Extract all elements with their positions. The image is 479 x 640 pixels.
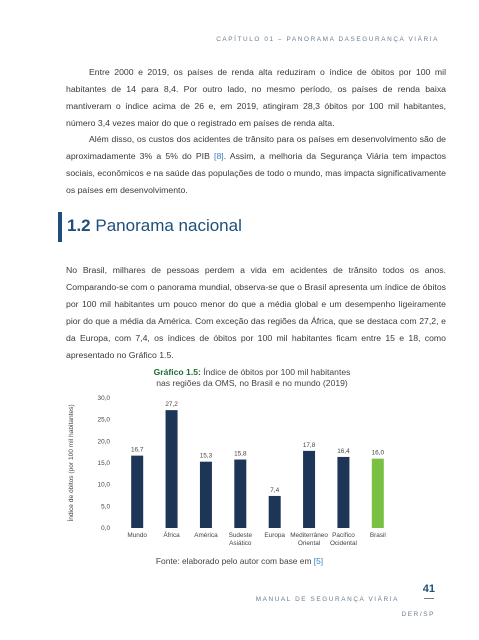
paragraph-2-text-a: Além disso, os custos dos acidentes de trânsito para os países em desenvolvimento são de aproximadamente 3% a 5% do PIB <box>66 134 446 161</box>
chart-title-text: Índice de óbitos por 100 mil habitantes <box>200 367 351 377</box>
chart-source <box>0 556 479 566</box>
chart-title-lead: Gráfico 1.5: <box>153 367 201 377</box>
footer-divider <box>424 598 434 599</box>
x-tick-label: África <box>163 532 180 539</box>
x-tick-label: Oriental <box>297 540 321 547</box>
x-tick-label: Pacífico <box>332 532 355 539</box>
section-number: 1.2 <box>67 216 91 235</box>
y-tick-label: 20,0 <box>97 438 110 446</box>
bar-6 <box>337 457 349 528</box>
paragraph-1: Entre 2000 e 2019, os países de renda alta reduziram o índice de óbitos por 100 mil habitantes de 14 para 8,4. Por outro lado, no mesmo período, os países de renda baixa mantiveram o índice acima de 26 e, em 2019, atingiram 28,3 óbitos por 100 mil habitantes, número 3,4 vezes maior do que o registrado em países de renda alta. <box>66 67 446 128</box>
bar-5 <box>303 451 315 528</box>
y-tick-label: 5,0 <box>101 503 110 511</box>
x-tick-label: Ocidental <box>329 540 357 547</box>
footer-manual-title: MANUAL DE SEGURANÇA VIÁRIA <box>255 596 399 603</box>
bar-1 <box>166 410 178 528</box>
x-tick-label: América <box>194 532 218 539</box>
paragraph-3: No Brasil, milhares de pessoas perdem a vida em acidentes de trânsito todos os anos. Comparando-se com o panorama mundial, observa-se que o Brasil apresenta um índice de óbitos por 100 mil habitantes um pouco menor do que a média global e um desempenho ligeiramente pior do que a média da América. Com exceção das regiões da África, que se destaca com 27,2, e da Europa, com 7,4, os índices de óbitos por 100 mil habitantes ficam entre 15 e 18, como apresentado no Gráfico 1.5. <box>66 265 446 360</box>
bar-value-label: 15,8 <box>234 450 247 458</box>
bar-value-label: 16,0 <box>371 449 385 457</box>
bar-value-label: 7,4 <box>270 486 280 494</box>
bar-value-label: 15,3 <box>199 452 213 460</box>
y-tick-label: 25,0 <box>97 416 110 424</box>
y-tick-label: 15,0 <box>97 460 110 467</box>
y-tick-label: 30,0 <box>97 395 110 402</box>
chart-title-line-2: nas regiões da OMS, no Brasil e no mundo (2019) <box>156 378 348 388</box>
y-tick-label: 10,0 <box>97 481 110 489</box>
section-name: Panorama nacional <box>95 216 242 235</box>
x-tick-label: Sudeste <box>228 532 253 539</box>
bar-7 <box>372 459 384 528</box>
x-tick-label: Mundo <box>127 532 147 539</box>
bar-2 <box>200 462 212 528</box>
y-tick-label: 0,0 <box>101 525 110 532</box>
bar-4 <box>269 496 281 528</box>
bar-value-label: 17,8 <box>302 441 316 449</box>
x-tick-label: Europa <box>264 532 285 539</box>
page-number: 41 <box>422 583 435 595</box>
x-tick-label: Brasil <box>369 532 386 539</box>
footer-publisher: DER/SP <box>401 611 435 618</box>
chapter-header: CAPÍTULO 01 – PANORAMA DASEGURANÇA VIÁRIA <box>216 36 439 43</box>
x-tick-label: Mediterrâneo <box>290 532 328 539</box>
y-axis-label: Índice de óbitos (por 100 mil habitantes) <box>68 404 75 522</box>
bar-0 <box>131 456 143 528</box>
reference-link-8[interactable]: [8] <box>214 151 224 161</box>
bar-3 <box>234 460 246 528</box>
reference-link-5[interactable]: [5] <box>313 556 324 566</box>
bar-value-label: 27,2 <box>165 401 178 409</box>
bar-value-label: 16,4 <box>337 447 350 455</box>
source-text: Fonte: elaborado pelo autor com base em <box>155 556 314 566</box>
bar-value-label: 16,7 <box>130 446 144 454</box>
paragraph-2-text-b: . Assim, a melhoria da Segurança Viária tem impactos sociais, econômicos e na saúde das populações de todo o mundo, mas impacta significativamente os países em desenvolvimento. <box>66 151 446 195</box>
x-tick-label: Asiático <box>229 540 252 547</box>
